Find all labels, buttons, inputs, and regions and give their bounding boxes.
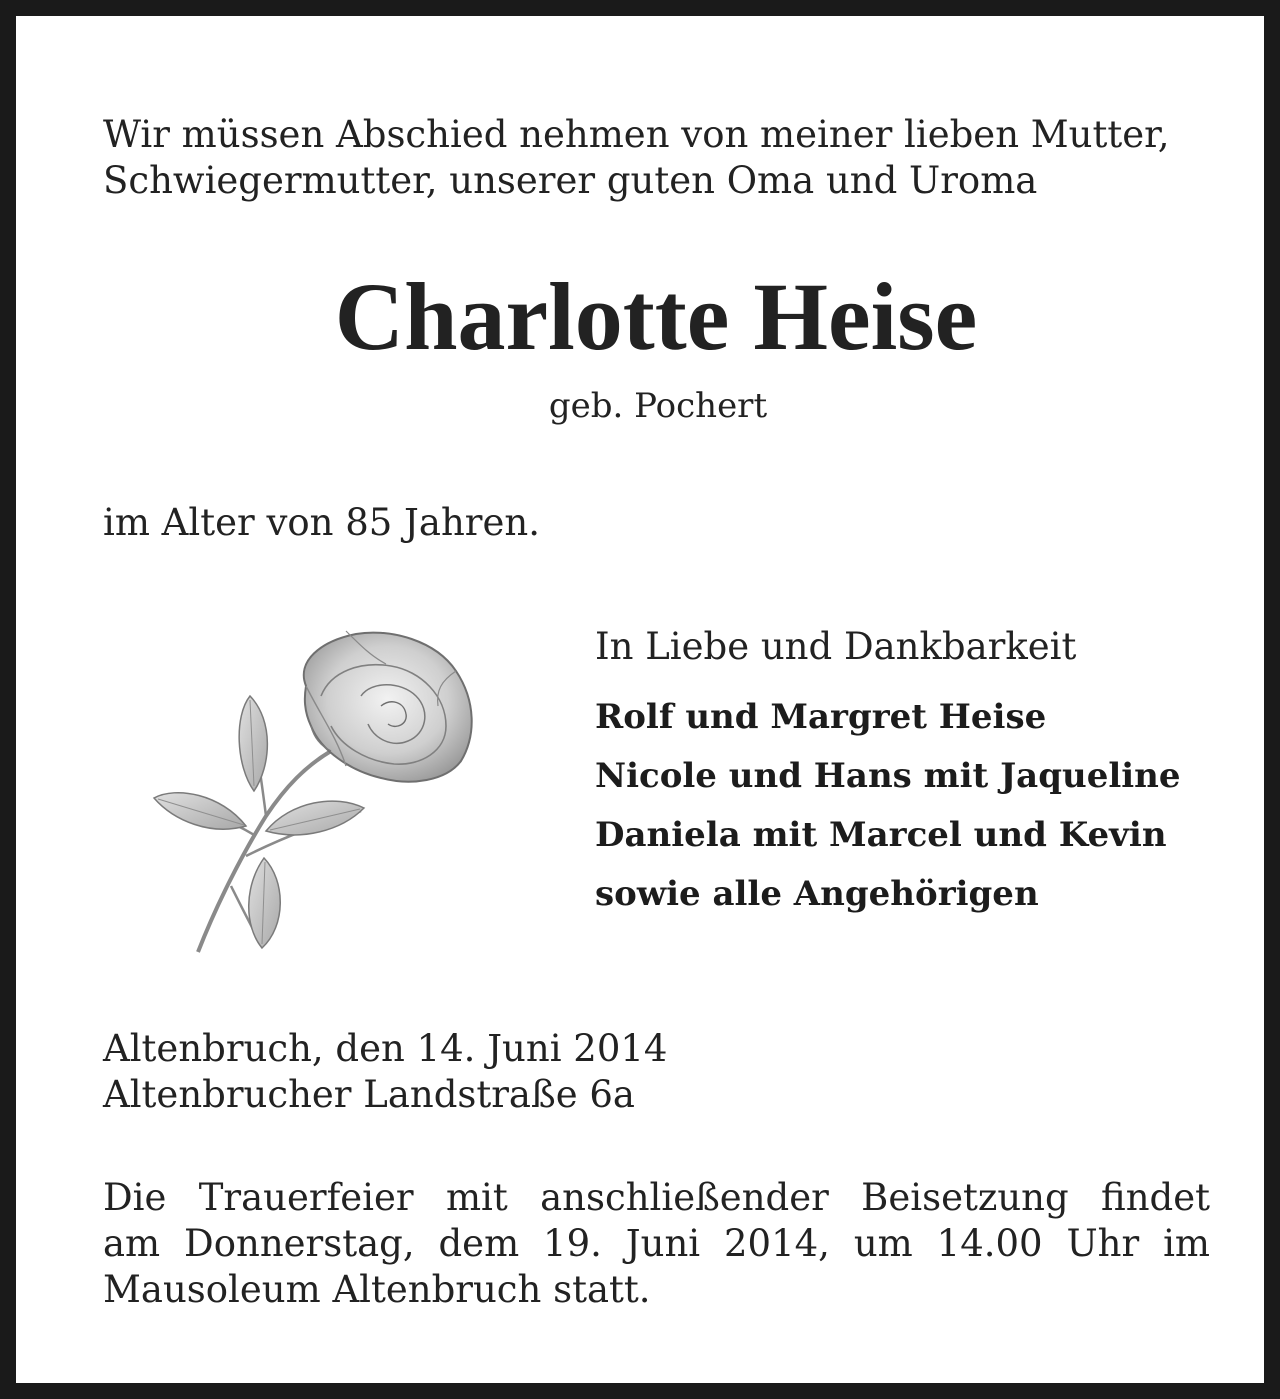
- mourner-line: sowie alle Angehörigen: [595, 874, 1039, 914]
- place-date: Altenbruch, den 14. Juni 2014: [103, 1027, 668, 1070]
- mourner-line: Daniela mit Marcel und Kevin: [595, 815, 1167, 855]
- mourner-line: Nicole und Hans mit Jaqueline: [595, 756, 1181, 796]
- mourners-list: [595, 688, 1181, 924]
- age-line: im Alter von 85 Jahren.: [103, 501, 540, 544]
- funeral-line-1: Die Trauerfeier mit anschließender Beisetzung findet: [103, 1176, 1210, 1219]
- rose-illustration: [146, 626, 486, 961]
- intro-text: [103, 112, 1213, 204]
- funeral-info: [103, 1175, 1210, 1313]
- thanks-line: In Liebe und Dankbarkeit: [595, 625, 1077, 668]
- deceased-name: Charlotte Heise: [334, 263, 978, 370]
- funeral-line-3: Mausoleum Altenbruch statt.: [103, 1268, 651, 1311]
- maiden-name: geb. Pochert: [548, 386, 768, 426]
- address: Altenbrucher Landstraße 6a: [103, 1073, 635, 1116]
- intro-line-2: Schwiegermutter, unserer guten Oma und Uroma: [103, 159, 1038, 202]
- intro-line-1: Wir müssen Abschied nehmen von meiner lieben Mutter,: [103, 113, 1170, 156]
- funeral-line-2: am Donnerstag, dem 19. Juni 2014, um 14.00 Uhr im: [103, 1222, 1210, 1265]
- place-and-address: [103, 1026, 667, 1118]
- mourner-line: Rolf und Margret Heise: [595, 697, 1047, 737]
